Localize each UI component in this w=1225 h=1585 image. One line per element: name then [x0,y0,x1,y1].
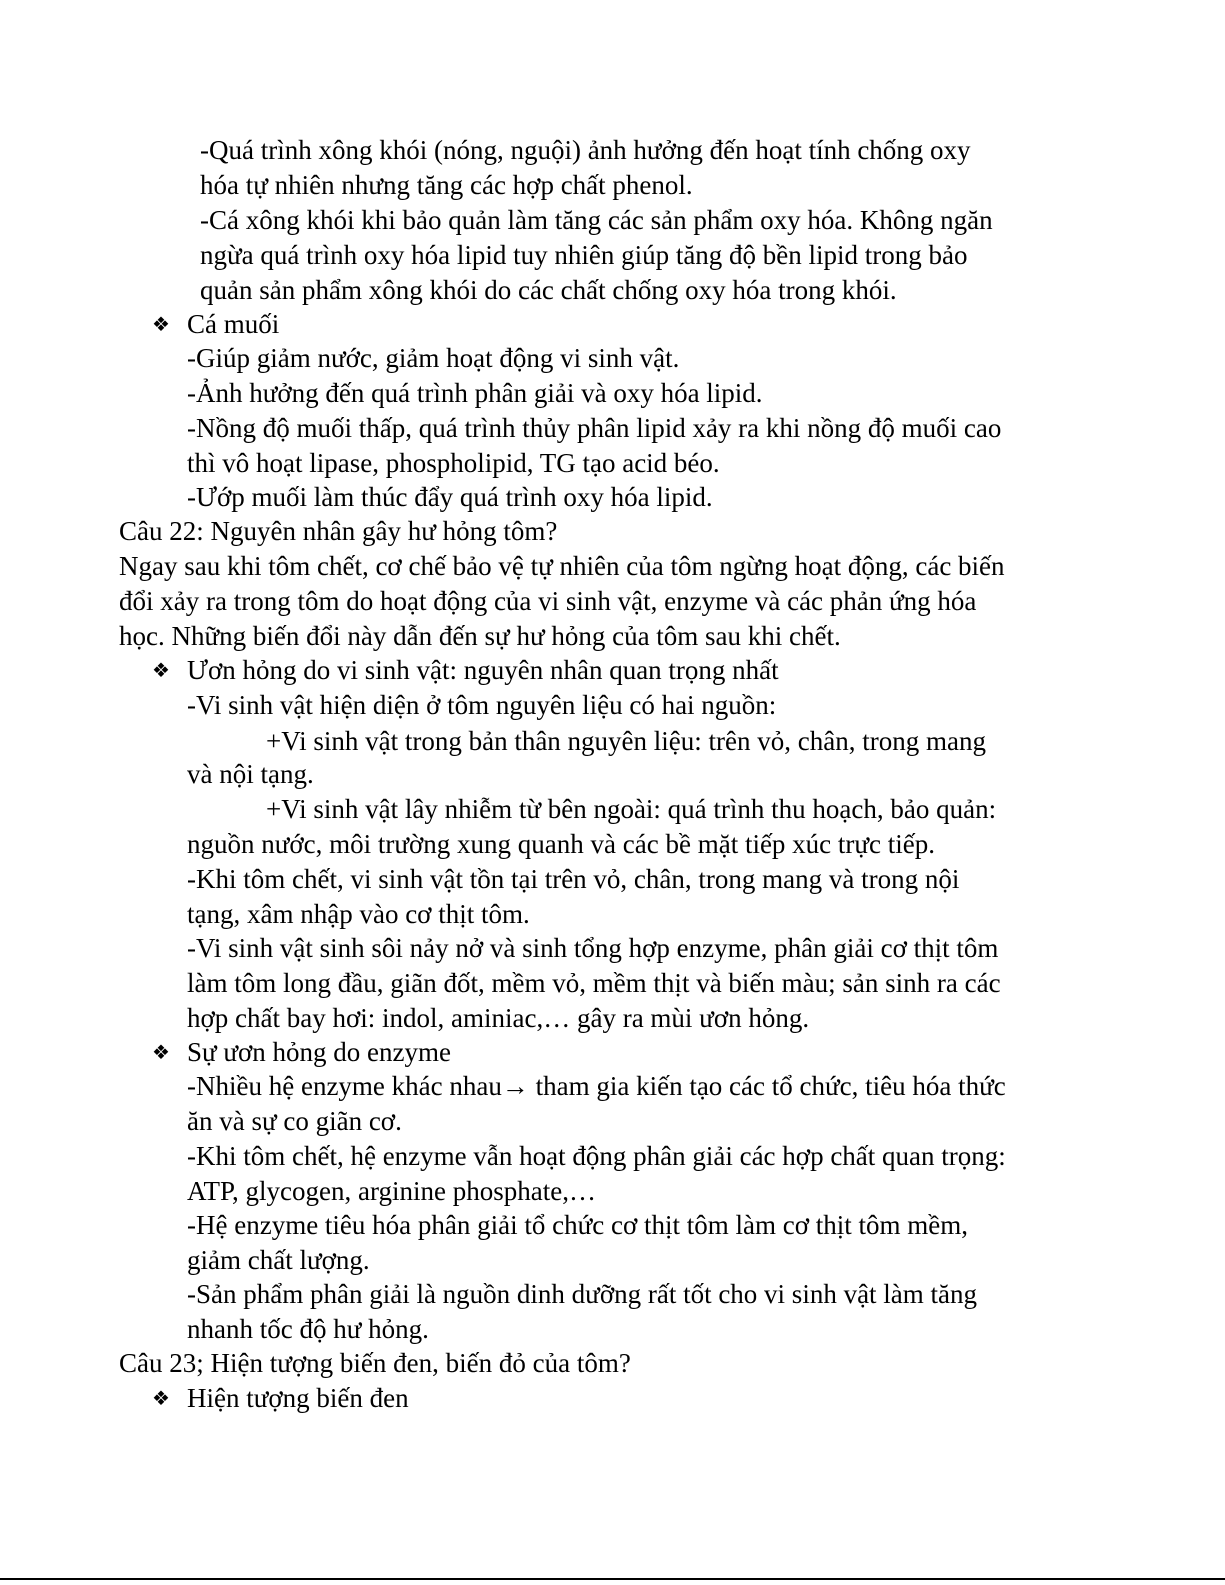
text-line: -Quá trình xông khói (nóng, nguội) ảnh hưởng đến hoạt tính chống oxy [200,135,971,165]
section-heading: Cá muối [187,309,280,339]
text-line: -Ảnh hưởng đến quá trình phân giải và oxy hóa lipid. [187,378,763,408]
text-line: -Nhiều hệ enzyme khác nhau→ tham gia kiến tạo các tổ chức, tiêu hóa thức [187,1071,1006,1101]
text-line: -Hệ enzyme tiêu hóa phân giải tổ chức cơ thịt tôm làm cơ thịt tôm mềm, [187,1210,968,1240]
question-heading: Câu 22: Nguyên nhân gây hư hỏng tôm? [119,516,558,546]
text-line: quản sản phẩm xông khói do các chất chống oxy hóa trong khói. [200,275,897,305]
section-heading: Sự ươn hỏng do enzyme [187,1037,452,1067]
text-line: -Sản phẩm phân giải là nguồn dinh dưỡng rất tốt cho vi sinh vật làm tăng [187,1279,978,1309]
text-line: -Khi tôm chết, vi sinh vật tồn tại trên vỏ, chân, trong mang và trong nội [187,864,960,894]
section-heading: Hiện tượng biến đen [187,1383,409,1413]
section-heading: Ươn hỏng do vi sinh vật: nguyên nhân quan trọng nhất [187,655,779,685]
bullet-icon: ❖ [152,658,170,682]
bullet-icon: ❖ [152,1040,170,1064]
text-line: +Vi sinh vật trong bản thân nguyên liệu: trên vỏ, chân, trong mang [266,726,986,756]
text-line: và nội tạng. [187,759,314,789]
text-line: nguồn nước, môi trường xung quanh và các bề mặt tiếp xúc trực tiếp. [187,829,936,859]
text-line: hóa tự nhiên nhưng tăng các hợp chất phenol. [200,170,693,200]
text-line: -Khi tôm chết, hệ enzyme vẫn hoạt động phân giải các hợp chất quan trọng: [187,1141,1006,1171]
paragraph-line: đổi xảy ra trong tôm do hoạt động của vi sinh vật, enzyme và các phản ứng hóa [119,586,977,616]
text-line: ăn và sự co giãn cơ. [187,1106,402,1136]
text-line: làm tôm long đầu, giãn đốt, mềm vỏ, mềm thịt và biến màu; sản sinh ra các [187,968,1001,998]
text-line: ATP, glycogen, arginine phosphate,… [187,1176,596,1206]
text-line: -Giúp giảm nước, giảm hoạt động vi sinh vật. [187,343,680,373]
text-line: ngừa quá trình oxy hóa lipid tuy nhiên giúp tăng độ bền lipid trong bảo [200,240,968,270]
text-line: -Nồng độ muối thấp, quá trình thủy phân lipid xảy ra khi nồng độ muối cao [187,413,1002,443]
text-line: thì vô hoạt lipase, phospholipid, TG tạo acid béo. [187,448,720,478]
text-line: -Vi sinh vật sinh sôi nảy nở và sinh tổng hợp enzyme, phân giải cơ thịt tôm [187,933,999,963]
text-line: hợp chất bay hơi: indol, aminiac,… gây ra mùi ươn hỏng. [187,1003,810,1033]
paragraph-line: Ngay sau khi tôm chết, cơ chế bảo vệ tự nhiên của tôm ngừng hoạt động, các biến [119,551,1005,581]
text-line: nhanh tốc độ hư hỏng. [187,1314,429,1344]
text-line: -Vi sinh vật hiện diện ở tôm nguyên liệu có hai nguồn: [187,690,777,720]
text-line: tạng, xâm nhập vào cơ thịt tôm. [187,899,530,929]
text-line: -Ướp muối làm thúc đẩy quá trình oxy hóa lipid. [187,482,713,512]
text-line: -Cá xông khói khi bảo quản làm tăng các sản phẩm oxy hóa. Không ngăn [200,205,993,235]
bullet-icon: ❖ [152,312,170,336]
paragraph-line: học. Những biến đổi này dẫn đến sự hư hỏng của tôm sau khi chết. [119,621,841,651]
page-bottom-rule [0,1578,1225,1580]
text-line: giảm chất lượng. [187,1245,370,1275]
text-line: +Vi sinh vật lây nhiễm từ bên ngoài: quá trình thu hoạch, bảo quản: [266,794,997,824]
question-heading: Câu 23; Hiện tượng biến đen, biến đỏ của tôm? [119,1348,631,1378]
bullet-icon: ❖ [152,1386,170,1410]
